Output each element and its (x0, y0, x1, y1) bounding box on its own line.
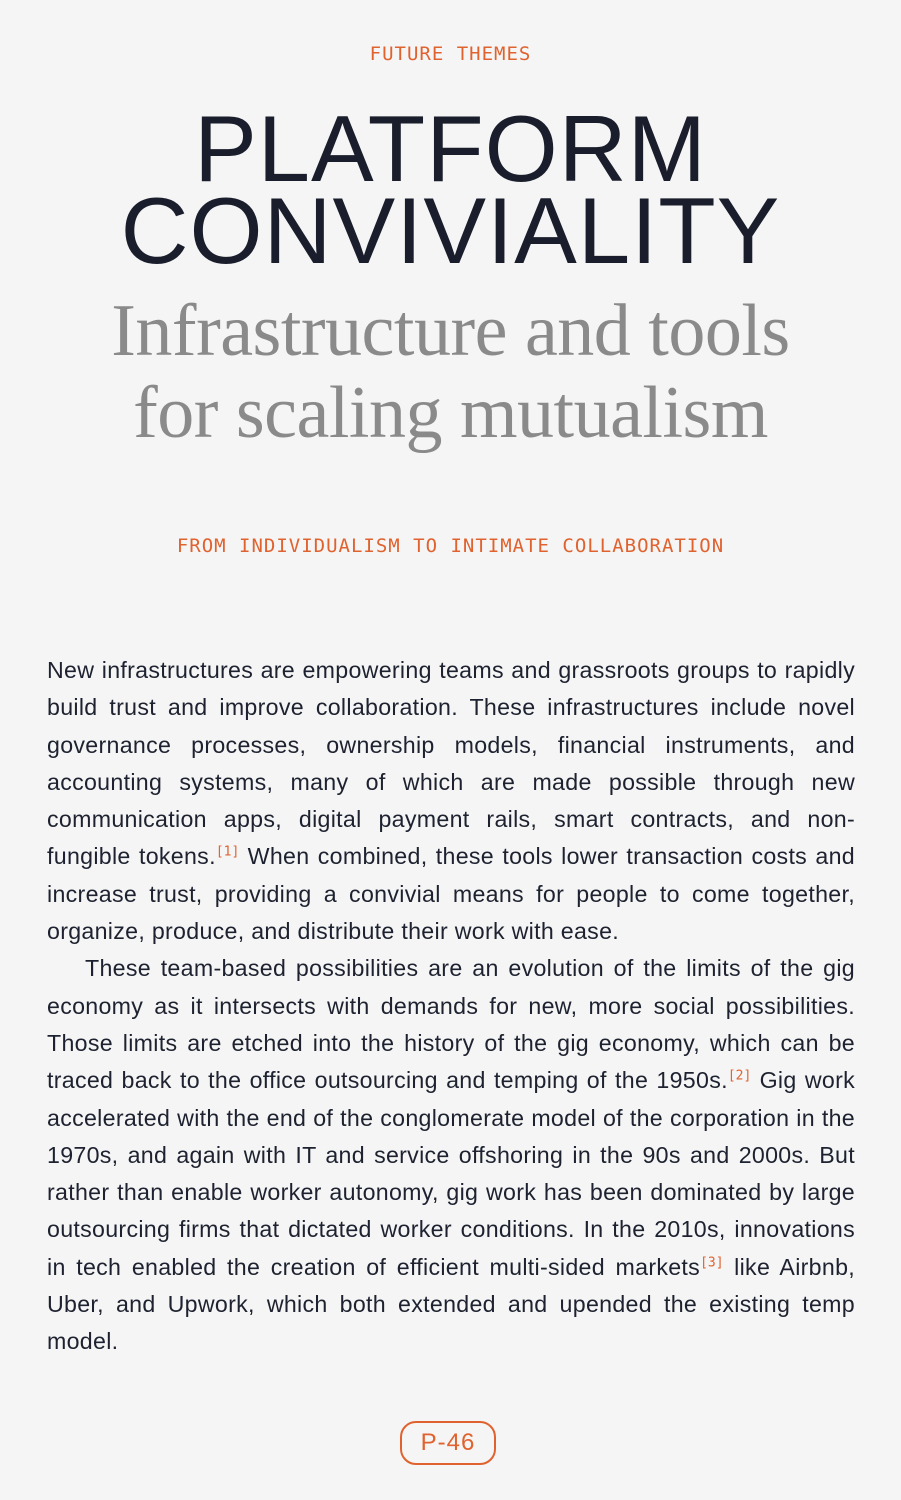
page-number-badge: P-46 (400, 1421, 496, 1465)
paragraph-2-text-a: These team-based possibilities are an evolution of the limits of the gig economy as it intersects with demands for new, more social possibilities. Those limits are etched into the history of the gig economy, which can be traced back to the office outsourcing and temping of the 1950s. (47, 955, 855, 1094)
page-title-line-1: PLATFORM (194, 96, 707, 201)
footnote-ref-3[interactable]: [3] (700, 1255, 724, 1271)
paragraph-2-text-b: Gig work accelerated with the end of the conglomerate model of the corporation in the 1970s, and again with IT and service offshoring in the 90s and 2000s. But rather than enable worker autonomy, gig work has been dominated by large outsourcing firms that dictated worker conditions. In the 2010s, innovations in tech enabled the creation of efficient multi-sided markets (47, 1067, 855, 1280)
paragraph-1-text-b: When combined, these tools lower transaction costs and increase trust, providing a convivial means for people to come together, organize, produce, and distribute their work with ease. (47, 843, 855, 945)
page-title (0, 96, 901, 283)
paragraph-2-text-c: like Airbnb, Uber, and Upwork, which both extended and upended the existing temp model. (47, 1253, 856, 1355)
page-title-line-2: CONVIVIALITY (120, 178, 781, 283)
section-kicker: FUTURE THEMES (369, 43, 532, 65)
paragraph-1-text-a: New infrastructures are empowering teams and grassroots groups to rapidly build trust and improve collaboration. These infrastructures include novel governance processes, ownership models, financial instruments, and accounting systems, many of which are made possible through new communication apps, digital payment rails, smart contracts, and non-fungible tokens. (47, 657, 855, 870)
paragraph-1 (47, 652, 855, 950)
page-subtitle-line-1: Infrastructure and tools (111, 290, 790, 372)
footnote-ref-2[interactable]: [2] (727, 1068, 752, 1084)
article-body (47, 652, 855, 1361)
section-heading: FROM INDIVIDUALISM TO INTIMATE COLLABORATION (176, 535, 725, 557)
page-subtitle (0, 290, 901, 454)
paragraph-2 (47, 950, 855, 1360)
page-subtitle-line-2: for scaling mutualism (133, 372, 768, 454)
footnote-ref-1[interactable]: [1] (215, 844, 240, 860)
